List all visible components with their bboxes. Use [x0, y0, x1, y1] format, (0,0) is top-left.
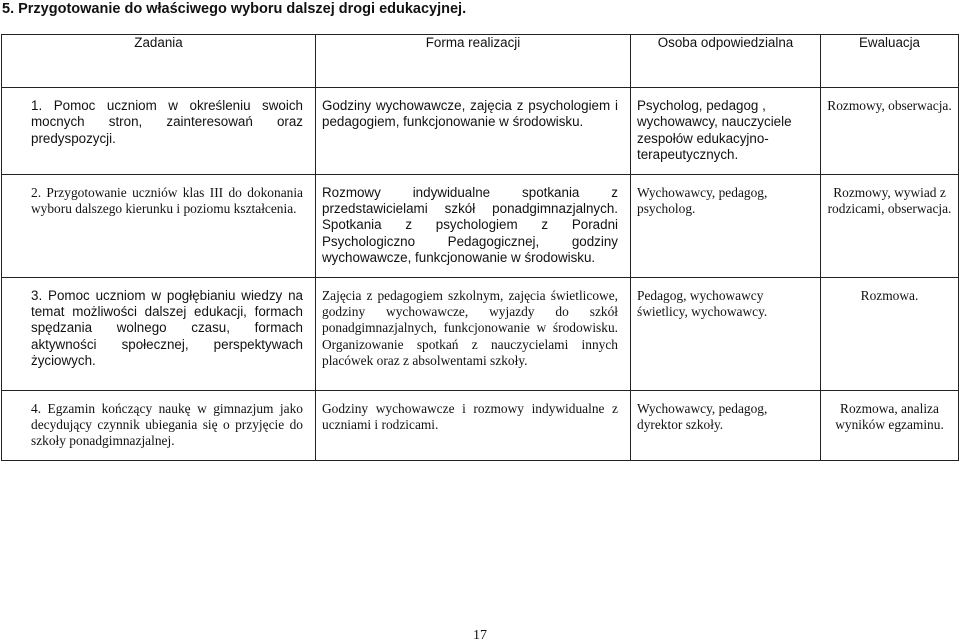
- form-cell: Godziny wychowawcze, zajęcia z psychologiem i pedagogiem, funkcjonowanie w środowisku.: [316, 88, 631, 175]
- evaluation-cell: Rozmowa, analiza wyników egzaminu.: [821, 390, 959, 460]
- table-header-row: [2, 35, 959, 88]
- table-row: [2, 174, 959, 277]
- table-row: [2, 88, 959, 175]
- header-form: Forma realizacji: [316, 35, 631, 88]
- form-cell: Rozmowy indywidualne spotkania z przedstawicielami szkół ponadgimnazjalnych. Spotkania z psychologiem z Poradni Psychologiczno Pedagogicznej, godziny wychowawcze, funkcjonowanie w środowisku.: [316, 174, 631, 277]
- evaluation-cell: Rozmowy, obserwacja.: [821, 88, 959, 175]
- person-cell: Wychowawcy, pedagog, psycholog.: [631, 174, 821, 277]
- header-person: Osoba odpowiedzialna: [631, 35, 821, 88]
- table-row: [2, 390, 959, 460]
- page-number: 17: [473, 628, 487, 643]
- person-cell: Pedagog, wychowawcy świetlicy, wychowawcy.: [631, 277, 821, 390]
- task-cell: 1. Pomoc uczniom w określeniu swoich mocnych stron, zainteresowań oraz predyspozycji.: [2, 88, 316, 175]
- header-tasks: Zadania: [2, 35, 316, 88]
- evaluation-cell: Rozmowa.: [821, 277, 959, 390]
- person-cell: Wychowawcy, pedagog, dyrektor szkoły.: [631, 390, 821, 460]
- section-heading: 5. Przygotowanie do właściwego wyboru dalszej drogi edukacyjnej.: [2, 1, 467, 17]
- form-cell: Godziny wychowawcze i rozmowy indywidualne z uczniami i rodzicami.: [316, 390, 631, 460]
- task-cell: 3. Pomoc uczniom w pogłębianiu wiedzy na temat możliwości dalszej edukacji, formach spędzania wolnego czasu, formach aktywności społecznej, perspektywach życiowych.: [2, 277, 316, 390]
- education-plan-table: [1, 34, 959, 461]
- table-row: [2, 277, 959, 390]
- person-cell: Psycholog, pedagog , wychowawcy, nauczyciele zespołów edukacyjno-terapeutycznych.: [631, 88, 821, 175]
- task-cell: 4. Egzamin kończący naukę w gimnazjum jako decydujący czynnik ubiegania się o przyjęcie do szkoły ponadgimnazjalnej.: [2, 390, 316, 460]
- header-evaluation: Ewaluacja: [821, 35, 959, 88]
- evaluation-cell: Rozmowy, wywiad z rodzicami, obserwacja.: [821, 174, 959, 277]
- task-cell: 2. Przygotowanie uczniów klas III do dokonania wyboru dalszego kierunku i poziomu kształcenia.: [2, 174, 316, 277]
- form-cell: Zajęcia z pedagogiem szkolnym, zajęcia świetlicowe, godziny wychowawcze, wyjazdy do szkół ponadgimnazjalnych, funkcjonowanie w środowisku. Organizowanie spotkań z nauczycielami innych placówek oraz z absolwentami szkoły.: [316, 277, 631, 390]
